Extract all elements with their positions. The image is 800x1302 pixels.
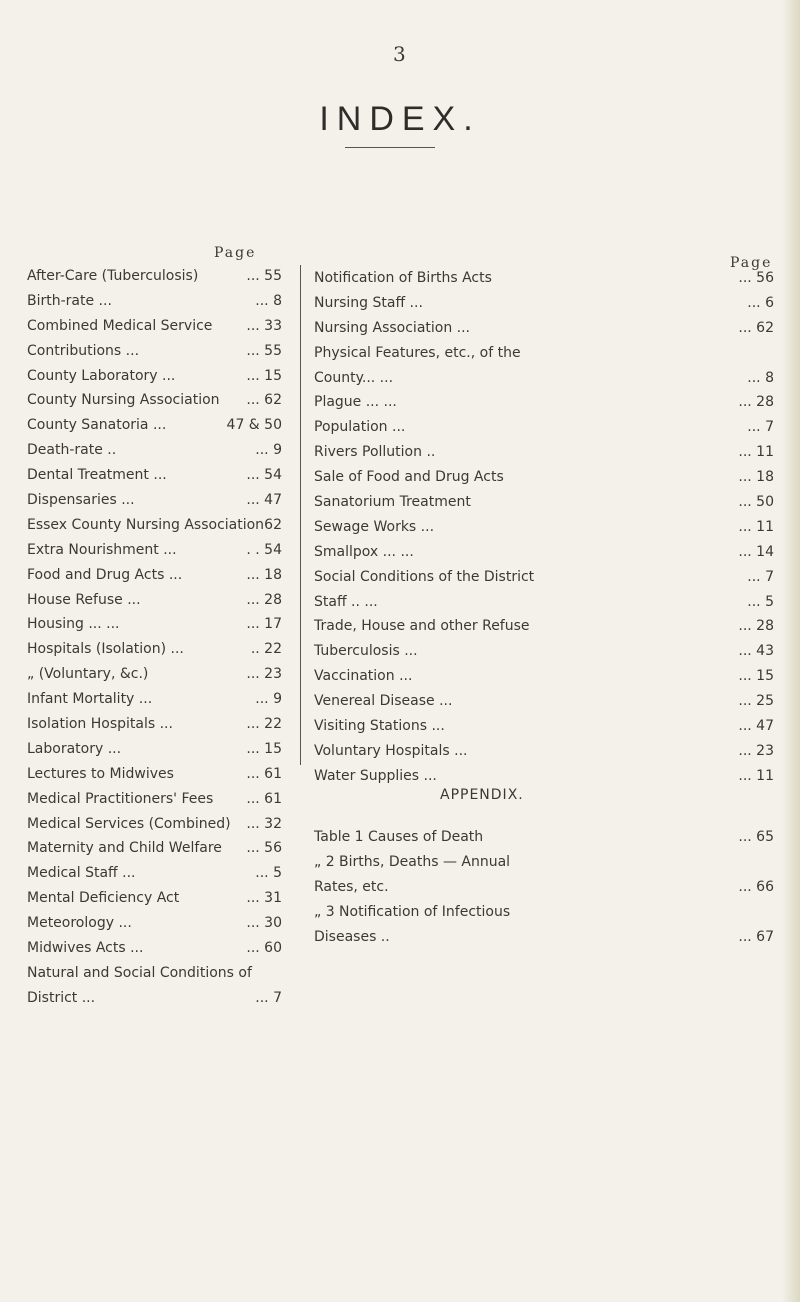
entry-text: District ... (27, 989, 96, 1006)
index-entry (27, 364, 282, 389)
index-entry (314, 366, 774, 391)
entry-text: Meteorology ... (27, 915, 132, 932)
index-entry (27, 836, 282, 861)
entry-text: House Refuse ... (27, 591, 141, 608)
entry-page: . . 54 (246, 541, 282, 558)
entry-page: ... 28 (738, 394, 774, 411)
entry-page: ... 65 (738, 829, 774, 845)
index-entry (27, 662, 282, 687)
entry-text: Diseases .. (314, 928, 390, 945)
entry-page: ... 18 (246, 566, 282, 583)
entry-page: ... 5 (747, 593, 774, 610)
index-entry (27, 438, 282, 463)
entry-text: County Nursing Association (27, 392, 220, 409)
entry-text: After-Care (Tuberculosis) (27, 268, 199, 284)
entry-text: Death-rate .. (27, 442, 117, 459)
entry-page: ... 50 (738, 494, 774, 511)
index-entry (27, 687, 282, 712)
entry-page: ... 47 (246, 492, 282, 509)
entry-page: ... 11 (738, 518, 774, 535)
entry-page: ... 30 (246, 915, 282, 932)
entry-text: Rivers Pollution .. (314, 444, 436, 461)
entry-page: ... 15 (246, 367, 282, 384)
index-entry (314, 316, 774, 341)
entry-page: ... 8 (747, 369, 774, 386)
index-entry (27, 886, 282, 911)
index-entry (314, 739, 774, 764)
entry-page: ... 56 (738, 270, 774, 286)
page-edge (782, 0, 800, 1302)
entry-page: ... 62 (246, 392, 282, 409)
index-entry (27, 463, 282, 488)
entry-text: Medical Staff ... (27, 865, 136, 882)
entry-text: „ (Voluntary, &c.) (27, 666, 149, 683)
entry-page: ... 15 (738, 668, 774, 685)
index-entry (314, 515, 774, 540)
index-entry (314, 764, 774, 789)
entry-text: Venereal Disease ... (314, 693, 453, 710)
index-entry (314, 291, 774, 316)
entry-text: Medical Practitioners' Fees (27, 790, 214, 807)
entry-page: ... 67 (738, 928, 774, 945)
entry-text: Contributions ... (27, 342, 140, 359)
entry-text: County Sanatoria ... (27, 417, 167, 434)
index-entry (314, 341, 774, 366)
index-entry (27, 812, 282, 837)
index-entry (314, 825, 774, 850)
index-entry (27, 513, 282, 538)
index-entry (27, 986, 282, 1011)
entry-page: ... 55 (246, 342, 282, 359)
index-entry (314, 415, 774, 440)
entry-page: ... 7 (255, 989, 282, 1006)
entry-page: ... 47 (738, 718, 774, 735)
entry-text: Sanatorium Treatment (314, 494, 471, 511)
entry-text: Smallpox ... ... (314, 543, 414, 560)
page-title: INDEX. (319, 100, 481, 138)
index-entry (314, 266, 774, 291)
index-entry (27, 588, 282, 613)
index-entry (314, 540, 774, 565)
entry-page: ... 14 (738, 543, 774, 560)
entry-text: Nursing Association ... (314, 319, 471, 336)
entry-page: ... 23 (246, 666, 282, 683)
entry-text: Essex County Nursing Association (27, 516, 265, 533)
entry-page: ... 62 (738, 319, 774, 336)
index-entry (27, 737, 282, 762)
entry-page: ... 54 (246, 467, 282, 484)
entry-page: ... 28 (246, 591, 282, 608)
index-entry (314, 390, 774, 415)
index-entry (27, 787, 282, 812)
entry-text: Dental Treatment ... (27, 467, 167, 484)
left-index-column (27, 264, 282, 1011)
index-entry (314, 850, 774, 875)
appendix-title: APPENDIX. (440, 787, 524, 803)
index-entry (314, 440, 774, 465)
entry-page: ... 31 (246, 890, 282, 907)
entry-page: ... 9 (255, 691, 282, 708)
entry-text: Food and Drug Acts ... (27, 566, 183, 583)
index-entry (27, 563, 282, 588)
index-entry (27, 961, 282, 986)
entry-text: Isolation Hospitals ... (27, 716, 173, 733)
entry-text: Infant Mortality ... (27, 691, 153, 708)
entry-text: Table 1 Causes of Death (314, 829, 484, 845)
entry-text: Extra Nourishment ... (27, 541, 177, 558)
entry-page: ... 25 (738, 693, 774, 710)
entry-text: Visiting Stations ... (314, 718, 445, 735)
index-entry (27, 936, 282, 961)
entry-text: Housing ... ... (27, 616, 120, 633)
entry-page: ... 18 (738, 469, 774, 486)
entry-page: ... 61 (246, 765, 282, 782)
entry-page: 62 (264, 516, 282, 533)
page-number: 3 (393, 42, 406, 66)
index-entry (314, 925, 774, 950)
entry-page: ... 32 (246, 815, 282, 832)
index-entry (27, 712, 282, 737)
entry-text: Population ... (314, 419, 406, 436)
entry-text: Lectures to Midwives (27, 765, 174, 782)
entry-page: ... 56 (246, 840, 282, 857)
entry-page: ... 9 (255, 442, 282, 459)
entry-text: Dispensaries ... (27, 492, 135, 509)
entry-text: Maternity and Child Welfare (27, 840, 222, 857)
index-entry (314, 490, 774, 515)
entry-page: ... 33 (246, 317, 282, 334)
index-entry (27, 413, 282, 438)
index-entry (27, 314, 282, 339)
index-entry (27, 538, 282, 563)
entry-page: ... 8 (255, 292, 282, 309)
index-entry (314, 465, 774, 490)
entry-text: Vaccination ... (314, 668, 413, 685)
index-entry (27, 911, 282, 936)
entry-text: Combined Medical Service (27, 317, 213, 334)
index-entry (314, 689, 774, 714)
entry-text: Birth-rate ... (27, 292, 112, 309)
index-entry (314, 900, 774, 925)
entry-page: ... 55 (246, 268, 282, 284)
entry-page: ... 11 (738, 444, 774, 461)
index-entry (27, 861, 282, 886)
entry-page: ... 28 (738, 618, 774, 635)
entry-text: Notification of Births Acts (314, 270, 492, 286)
entry-page: ... 22 (246, 716, 282, 733)
index-entry (314, 614, 774, 639)
entry-text: Nursing Staff ... (314, 294, 423, 311)
index-entry (314, 590, 774, 615)
entry-text: „ 2 Births, Deaths — Annual (314, 853, 511, 870)
column-divider (300, 265, 301, 765)
entry-page: ... 43 (738, 643, 774, 660)
entry-text: Sale of Food and Drug Acts (314, 469, 504, 486)
entry-text: „ 3 Notification of Infectious (314, 903, 511, 920)
index-entry (314, 639, 774, 664)
entry-page: 47 & 50 (226, 417, 282, 434)
right-index-column (314, 266, 774, 789)
entry-text: Sewage Works ... (314, 518, 435, 535)
entry-page: .. 22 (250, 641, 282, 658)
index-entry (27, 488, 282, 513)
index-entry (27, 289, 282, 314)
entry-page: ... 7 (747, 419, 774, 436)
index-entry (314, 714, 774, 739)
entry-text: Tuberculosis ... (314, 643, 418, 660)
index-entry (27, 762, 282, 787)
entry-text: Social Conditions of the District (314, 568, 535, 585)
entry-text: Staff .. ... (314, 593, 378, 610)
entry-page: ... 60 (246, 940, 282, 957)
entry-page: ... 6 (747, 294, 774, 311)
entry-text: Voluntary Hospitals ... (314, 742, 468, 759)
index-entry (27, 339, 282, 364)
entry-page: ... 15 (246, 740, 282, 757)
entry-page: ... 5 (255, 865, 282, 882)
index-entry (27, 388, 282, 413)
entry-text: Plague ... ... (314, 394, 397, 411)
entry-page: ... 17 (246, 616, 282, 633)
entry-text: County Laboratory ... (27, 367, 176, 384)
entry-text: Natural and Social Conditions of (27, 964, 252, 981)
entry-page: ... 61 (246, 790, 282, 807)
index-entry (27, 637, 282, 662)
entry-text: Mental Deficiency Act (27, 890, 180, 907)
entry-text: Laboratory ... (27, 740, 122, 757)
entry-text: Medical Services (Combined) (27, 815, 231, 832)
appendix-column (314, 825, 774, 949)
entry-page: ... 7 (747, 568, 774, 585)
entry-text: County... ... (314, 369, 394, 386)
index-entry (314, 565, 774, 590)
title-rule (345, 147, 435, 148)
entry-page: ... 66 (738, 878, 774, 895)
left-page-header: Page (214, 245, 257, 261)
entry-page: ... 23 (738, 742, 774, 759)
entry-page: ... 11 (738, 767, 774, 784)
right-page-header: Page (730, 255, 773, 271)
entry-text: Trade, House and other Refuse (314, 618, 530, 635)
index-entry (314, 875, 774, 900)
entry-text: Hospitals (Isolation) ... (27, 641, 184, 658)
index-entry (314, 664, 774, 689)
entry-text: Rates, etc. (314, 878, 389, 895)
entry-text: Water Supplies ... (314, 767, 437, 784)
index-entry (27, 264, 282, 289)
entry-text: Midwives Acts ... (27, 940, 144, 957)
entry-text: Physical Features, etc., of the (314, 344, 521, 361)
index-entry (27, 612, 282, 637)
